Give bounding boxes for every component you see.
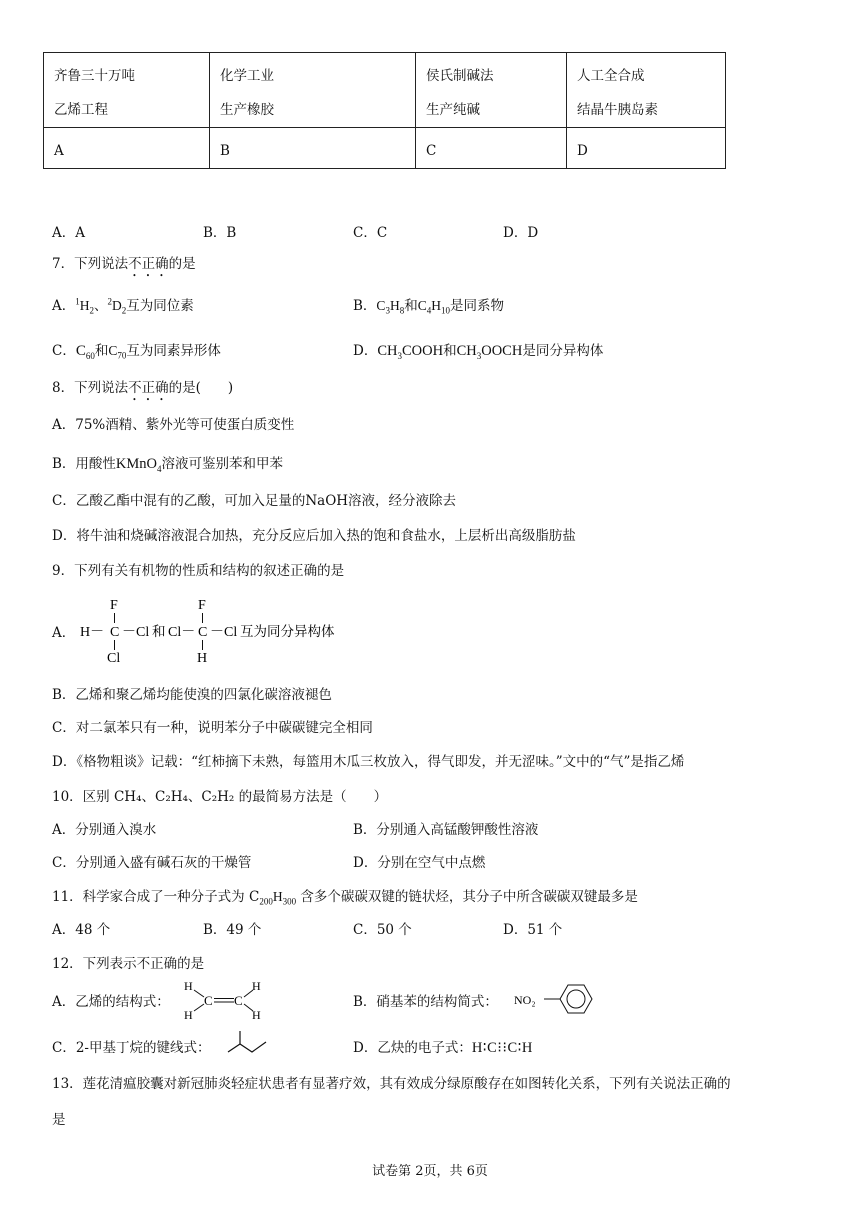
q10-option-d: D．分别在空气中点燃 <box>353 855 486 871</box>
q9-option-d: D．《格物粗谈》记载：“红柿摘下未熟，每篮用木瓜三枚放入，得气即发，并无涩味。”文中的“气”是指乙烯 <box>52 754 685 770</box>
m1-center: C <box>110 625 120 640</box>
q12-option-c: C．2-甲基丁烷的键线式： <box>52 1040 211 1056</box>
q10-option-b: B．分别通入高锰酸钾酸性溶液 <box>353 822 539 838</box>
q7-stem: 7．下列说法不正确的是 <box>52 256 196 272</box>
table-cell-b: 化学工业 生产橡胶 <box>210 53 416 128</box>
q12-option-a: A．乙烯的结构式： <box>52 994 170 1010</box>
q8-stem: 8．下列说法不正确的是( ) <box>52 380 234 396</box>
table-cell-a: 齐鲁三十万吨 乙烯工程 <box>44 53 210 128</box>
q7-option-b: B．$C_3H_8$和$C_4H_{10}$是同系物 <box>353 298 504 316</box>
table-cell-c: 侯氏制碱法 生产纯碱 <box>416 53 567 128</box>
table-label-c: C <box>416 128 567 169</box>
ethylene-c1: C <box>204 993 213 1008</box>
ethylene-h-bl: H <box>184 1008 193 1022</box>
q12-stem: 12．下列表示不正确的是 <box>52 956 205 972</box>
q9-option-c: C．对二氯苯只有一种，说明苯分子中碳碳键完全相同 <box>52 720 373 736</box>
q13-stem-line1: 13．莲花清瘟胶囊对新冠肺炎轻症状患者有显著疗效，其有效成分绿原酸存在如图转化关系，下列有关说法正确的 <box>52 1076 731 1092</box>
q11-option-b: B．49 个 <box>203 922 262 938</box>
q6-option-c: C．C <box>353 225 388 241</box>
q6-option-d: D．D <box>503 225 539 241</box>
options-table <box>43 52 726 169</box>
q10-option-a: A．分别通入溴水 <box>52 822 157 838</box>
q9-stem: 9．下列有关有机物的性质和结构的叙述正确的是 <box>52 563 345 579</box>
m2-bottom-atom: H <box>197 651 208 666</box>
q9-option-b: B．乙烯和聚乙烯均能使溴的四氯化碳溶液褪色 <box>52 687 332 703</box>
table-label-a: A <box>44 128 210 169</box>
m2-top-atom: F <box>198 598 206 613</box>
q8-option-d: D．将牛油和烧碱溶液混合加热，充分反应后加入热的饱和食盐水，上层析出高级脂肪盐 <box>52 528 576 544</box>
m1-left: H－ <box>80 625 105 640</box>
benzene-inner-circle <box>567 990 585 1008</box>
m2-left: Cl－ <box>168 625 196 640</box>
q6-option-a: A．A <box>52 225 85 241</box>
q12-option-b: B．硝基苯的结构简式： <box>353 994 498 1010</box>
q11-option-c: C．50 个 <box>353 922 412 938</box>
page-footer: 试卷第 2页，共 6页 <box>372 1164 488 1179</box>
methylbutane-skeletal <box>226 1028 276 1058</box>
table-label-d: D <box>567 128 726 169</box>
ethylene-h-br: H <box>252 1008 261 1022</box>
table-label-b: B <box>210 128 416 169</box>
ethylene-structure <box>182 976 272 1024</box>
q7-option-c: C．$C_{60}$和$C_{70}$互为同素异形体 <box>52 343 221 361</box>
ethylene-h-tl: H <box>184 979 193 993</box>
q11-option-d: D．51 个 <box>503 922 563 938</box>
m2-center: C <box>198 625 208 640</box>
q11-option-a: A．48 个 <box>52 922 111 938</box>
table-cell-d: 人工全合成 结晶牛胰岛素 <box>567 53 726 128</box>
q9-and: 和 <box>152 624 166 639</box>
q13-stem-line2: 是 <box>52 1112 66 1128</box>
benzene-ring <box>560 985 592 1013</box>
q8-option-a: A．75%酒精、紫外光等可使蛋白质变性 <box>52 417 295 433</box>
q9-a-tail: 互为同分异构体 <box>240 624 335 639</box>
q8-option-c: C．乙酸乙酯中混有的乙酸，可加入足量的NaOH溶液，经分液除去 <box>52 493 457 509</box>
nitro-group: NO₂ <box>514 993 536 1007</box>
q12-option-d: D．乙炔的电子式：H∶C⁝⁝C∶H <box>353 1040 533 1056</box>
q9-structures <box>76 592 416 668</box>
nitrobenzene-structure <box>512 982 604 1016</box>
q10-option-c: C．分别通入盛有碱石灰的干燥管 <box>52 855 252 871</box>
q9-option-a-label: A． <box>52 625 76 641</box>
m1-bottom-atom: Cl <box>107 651 121 666</box>
m2-right: －Cl <box>210 625 238 640</box>
q6-option-b: B．B <box>203 225 237 241</box>
ethylene-c2: C <box>234 993 243 1008</box>
q7-option-d: D．$CH_3COOH$和$CH_3OOCH$是同分异构体 <box>353 343 604 361</box>
q8-option-b: B．用酸性KMnO$_4$溶液可鉴别苯和甲苯 <box>52 456 284 474</box>
q11-stem: 11．科学家合成了一种分子式为 $C_{200}H_{300}$ 含多个碳碳双键的链状烃，其分子中所含碳碳双键最多是 <box>52 889 638 907</box>
q7-option-a: A．$^1H_2$、$^2D_2$互为同位素 <box>52 296 194 316</box>
m1-top-atom: F <box>110 598 118 613</box>
ethylene-h-tr: H <box>252 979 261 993</box>
m1-right: －Cl <box>122 625 150 640</box>
q10-stem: 10．区别 CH₄、C₂H₄、C₂H₂ 的最简易方法是（ ） <box>52 789 388 805</box>
